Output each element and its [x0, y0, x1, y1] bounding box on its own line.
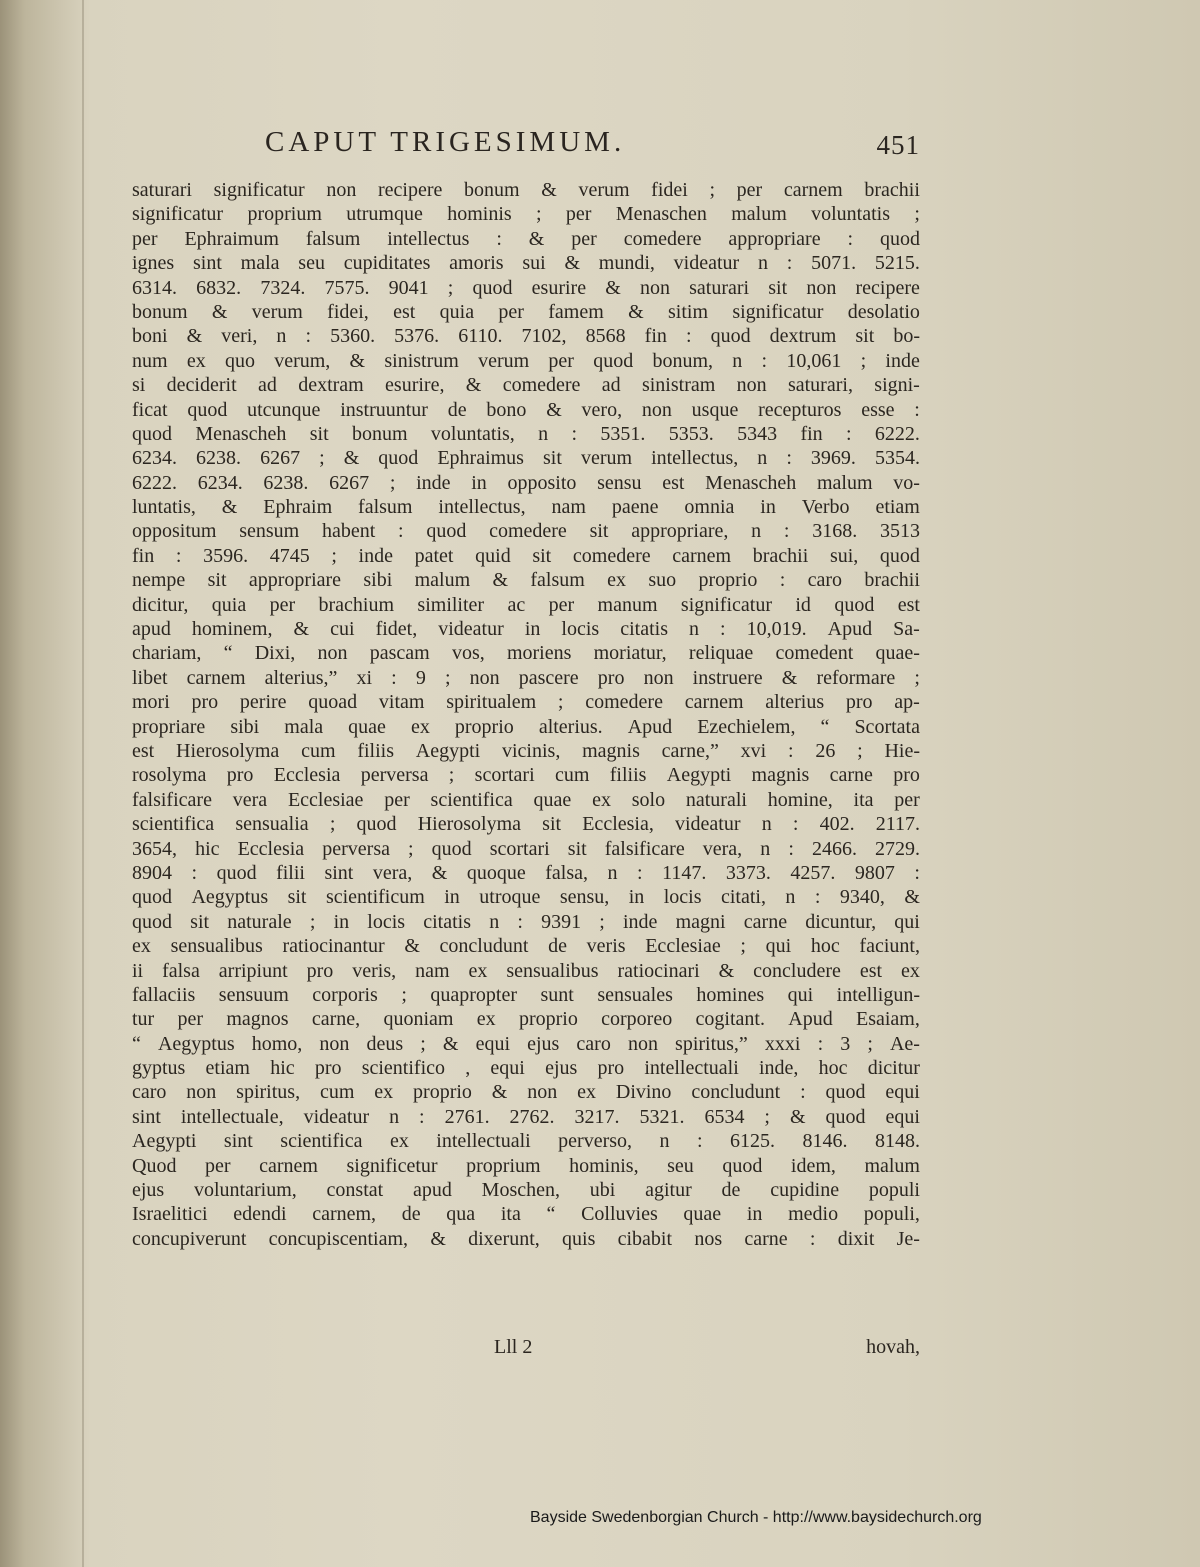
text-line: nempe sit appropriare sibi malum & falsum ex suo proprio : caro brachii: [132, 569, 920, 592]
text-line: fallaciis sensuum corporis ; quapropter sunt sensuales homines qui intelligun-: [132, 983, 920, 1006]
text-line: sint intellectuale, videatur n : 2761. 2762. 3217. 5321. 6534 ; & quod equi: [132, 1105, 920, 1128]
text-line: ficat quod utcunque instruuntur de bono & vero, non usque recepturos esse :: [132, 398, 920, 421]
text-line: falsificare vera Ecclesiae per scientifica quae ex solo naturali homine, ita per: [132, 788, 920, 811]
text-line: boni & veri, n : 5360. 5376. 6110. 7102, 8568 fin : quod dextrum sit bo-: [132, 325, 920, 348]
text-line: chariam, “ Dixi, non pascam vos, moriens moriatur, reliquae comedent quae-: [132, 642, 920, 665]
text-line: significatur proprium utrumque hominis ; per Menaschen malum voluntatis ;: [132, 203, 920, 226]
text-line: Aegypti sint scientifica ex intellectuali perverso, n : 6125. 8146. 8148.: [132, 1130, 920, 1153]
signature-mark: Lll 2: [494, 1336, 533, 1358]
catchword: hovah,: [866, 1336, 920, 1358]
text-line: 6314. 6832. 7324. 7575. 9041 ; quod esurire & non saturari sit non recipere: [132, 276, 920, 299]
text-line: quod Menascheh sit bonum voluntatis, n : 5351. 5353. 5343 fin : 6222.: [132, 422, 920, 445]
text-line: tur per magnos carne, quoniam ex proprio corporeo cogitant. Apud Esaiam,: [132, 1008, 920, 1031]
text-line: caro non spiritus, cum ex proprio & non ex Divino concludunt : quod equi: [132, 1081, 920, 1104]
text-line: libet carnem alterius,” xi : 9 ; non pascere pro non instruere & reformare ;: [132, 666, 920, 689]
page-footer: [132, 1336, 920, 1366]
text-line: ignes sint mala seu cupiditates amoris sui & mundi, videatur n : 5071. 5215.: [132, 252, 920, 275]
text-line: Quod per carnem significetur proprium hominis, seu quod idem, malum: [132, 1154, 920, 1177]
text-line: concupiverunt concupiscentiam, & dixerunt, quis cibabit nos carne : dixit Je-: [132, 1227, 920, 1250]
text-line: gyptus etiam hic pro scientifico , equi ejus pro intellectuali inde, hoc dicitur: [132, 1057, 920, 1080]
running-title: CAPUT TRIGESIMUM.: [265, 126, 626, 158]
text-line: rosolyma pro Ecclesia perversa ; scortari cum filiis Aegypti magnis carne pro: [132, 764, 920, 787]
page-gutter: [82, 0, 84, 1567]
text-line: ejus voluntarium, constat apud Moschen, ubi agitur de cupidine populi: [132, 1179, 920, 1202]
text-line: dicitur, quia per brachium similiter ac per manum significatur id quod est: [132, 593, 920, 616]
text-line: 6234. 6238. 6267 ; & quod Ephraimus sit verum intellectus, n : 3969. 5354.: [132, 447, 920, 470]
page-header: [130, 126, 920, 172]
text-line: fin : 3596. 4745 ; inde patet quid sit comedere carnem brachii sui, quod: [132, 544, 920, 567]
text-line: mori pro perire quoad vitam spiritualem ; comedere carnem alterius pro ap-: [132, 691, 920, 714]
text-line: apud hominem, & cui fidet, videatur in locis citatis n : 10,019. Apud Sa-: [132, 618, 920, 641]
text-line: luntatis, & Ephraim falsum intellectus, nam paene omnia in Verbo etiam: [132, 496, 920, 519]
text-line: per Ephraimum falsum intellectus : & per comedere appropriare : quod: [132, 227, 920, 250]
text-line: Israelitici edendi carnem, de qua ita “ Colluvies quae in medio populi,: [132, 1203, 920, 1226]
text-line: saturari significatur non recipere bonum & verum fidei ; per carnem brachii: [132, 179, 920, 201]
text-line: oppositum sensum habent : quod comedere sit appropriare, n : 3168. 3513: [132, 520, 920, 543]
watermark-text: Bayside Swedenborgian Church - http://www.baysidechurch.org: [530, 1509, 982, 1526]
text-line: si deciderit ad dextram esurire, & comedere ad sinistram non saturari, signi-: [132, 374, 920, 397]
text-line: ex sensualibus ratiocinantur & concludunt de veris Ecclesiae ; qui hoc faciunt,: [132, 935, 920, 958]
text-line: 8904 : quod filii sint vera, & quoque falsa, n : 1147. 3373. 4257. 9807 :: [132, 861, 920, 884]
text-line: num ex quo verum, & sinistrum verum per quod bonum, n : 10,061 ; inde: [132, 349, 920, 372]
text-line: bonum & verum fidei, est quia per famem & sitim significatur desolatio: [132, 300, 920, 323]
text-line: scientifica sensualia ; quod Hierosolyma sit Ecclesia, videatur n : 402. 2117.: [132, 813, 920, 836]
text-line: propriare sibi mala quae ex proprio alterius. Apud Ezechielem, “ Scortata: [132, 715, 920, 738]
text-line: ii falsa arripiunt pro veris, nam ex sensualibus ratiocinari & concludere est ex: [132, 959, 920, 982]
text-line: 3654, hic Ecclesia perversa ; quod scortari sit falsificare vera, n : 2466. 2729.: [132, 837, 920, 860]
body-text: [132, 178, 920, 1251]
text-line: est Hierosolyma cum filiis Aegypti vicinis, magnis carne,” xvi : 26 ; Hie-: [132, 739, 920, 762]
page-number: 451: [876, 130, 920, 160]
text-line: quod sit naturale ; in locis citatis n : 9391 ; inde magni carne dicuntur, qui: [132, 910, 920, 933]
text-line: 6222. 6234. 6238. 6267 ; inde in opposito sensu est Menascheh malum vo-: [132, 471, 920, 494]
text-line: “ Aegyptus homo, non deus ; & equi ejus caro non spiritus,” xxxi : 3 ; Ae-: [132, 1032, 920, 1055]
text-line: quod Aegyptus sit scientificum in utroque sensu, in locis citati, n : 9340, &: [132, 886, 920, 909]
